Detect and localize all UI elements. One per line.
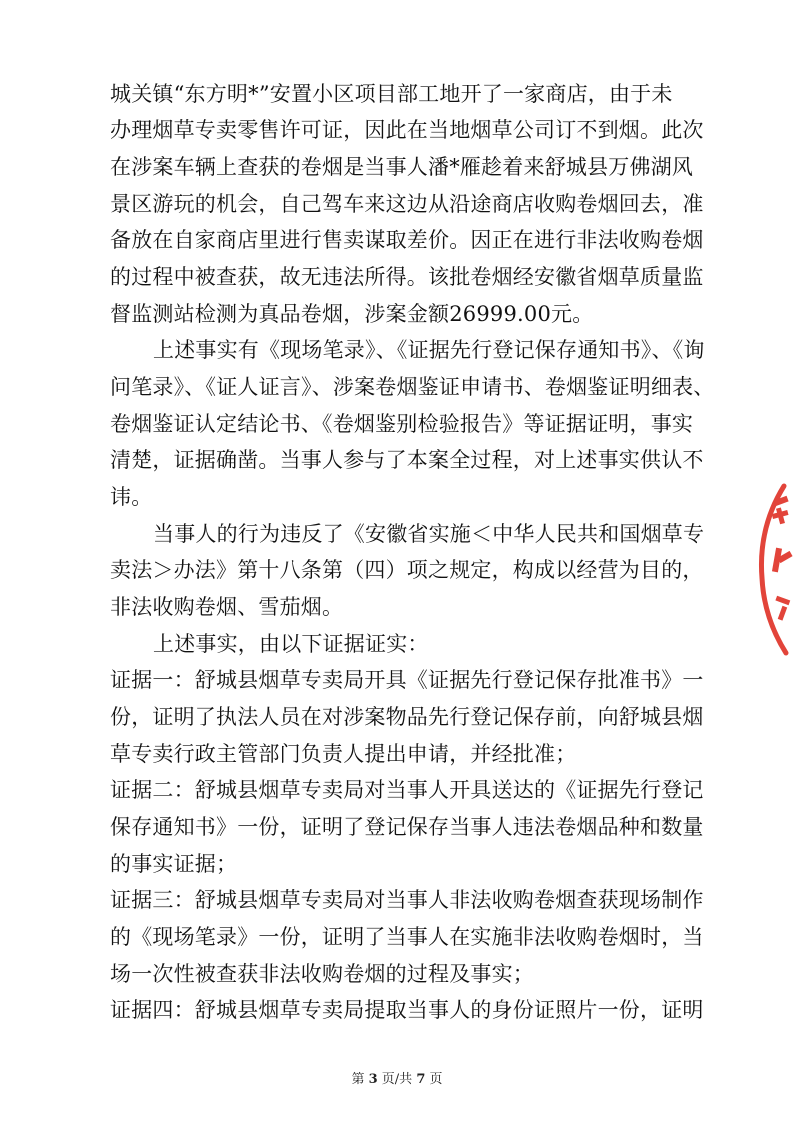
body-line: 份，证明了执法人员在对涉案物品先行登记保存前，向舒城县烟 <box>110 705 704 729</box>
evidence-line: 证据一：舒城县烟草专卖局开具《证据先行登记保存批准书》一 <box>110 668 704 692</box>
paragraph-start-line: 上述事实，由以下证据证实： <box>153 632 429 656</box>
body-line: 卖法＞办法》第十八条第（四）项之规定，构成以经营为目的， <box>110 558 704 582</box>
footer-suffix: 页 <box>429 1072 443 1087</box>
body-line: 景区游玩的机会，自己驾车来这边从沿途商店收购卷烟回去，准 <box>110 192 704 216</box>
red-seal-stamp-fragment-icon <box>744 478 794 658</box>
paragraph-start-line: 上述事实有《现场笔录》、《证据先行登记保存通知书》、《询 <box>153 338 705 362</box>
body-line: 的过程中被查获，故无违法所得。该批卷烟经安徽省烟草质量监 <box>110 265 704 289</box>
body-line: 讳。 <box>110 485 153 509</box>
body-line: 办理烟草专卖零售许可证，因此在当地烟草公司订不到烟。此次 <box>110 118 704 142</box>
footer-page-number: 3 <box>368 1072 378 1087</box>
body-line: 问笔录》、《证人证言》、涉案卷烟鉴证申请书、卷烟鉴证明细表、 <box>110 375 715 399</box>
page-footer <box>0 1070 794 1090</box>
body-line: 非法收购卷烟、雪茄烟。 <box>110 595 344 619</box>
body-line: 督监测站检测为真品卷烟，涉案金额26999.00元。 <box>110 302 594 326</box>
body-line: 在涉案车辆上查获的卷烟是当事人潘*雁趁着来舒城县万佛湖风 <box>110 155 694 179</box>
body-line: 卷烟鉴证认定结论书、《卷烟鉴别检验报告》等证据证明，事实 <box>110 412 694 436</box>
paragraph-start-line: 当事人的行为违反了《安徽省实施＜中华人民共和国烟草专 <box>153 522 705 546</box>
body-line: 草专卖行政主管部门负责人提出申请，并经批准； <box>110 742 577 766</box>
body-line: 的事实证据； <box>110 852 238 876</box>
footer-middle: 页/共 <box>381 1072 413 1087</box>
body-line: 的《现场笔录》一份，证明了当事人在实施非法收购卷烟时，当 <box>110 925 704 949</box>
body-line: 保存通知书》一份，证明了登记保存当事人违法卷烟品种和数量 <box>110 815 704 839</box>
evidence-line: 证据二：舒城县烟草专卖局对当事人开具送达的《证据先行登记 <box>110 778 704 802</box>
evidence-line: 证据四：舒城县烟草专卖局提取当事人的身份证照片一份，证明 <box>110 998 704 1022</box>
body-line: 城关镇“东方明*”安置小区项目部工地开了一家商店，由于未 <box>110 82 673 106</box>
footer-total-pages: 7 <box>416 1072 426 1087</box>
body-line: 清楚，证据确凿。当事人参与了本案全过程，对上述事实供认不 <box>110 448 704 472</box>
body-line: 场一次性被查获非法收购卷烟的过程及事实； <box>110 962 534 986</box>
evidence-line: 证据三：舒城县烟草专卖局对当事人非法收购卷烟查获现场制作 <box>110 888 704 912</box>
footer-prefix: 第 <box>351 1072 365 1087</box>
body-line: 备放在自家商店里进行售卖谋取差价。因正在进行非法收购卷烟 <box>110 228 704 252</box>
